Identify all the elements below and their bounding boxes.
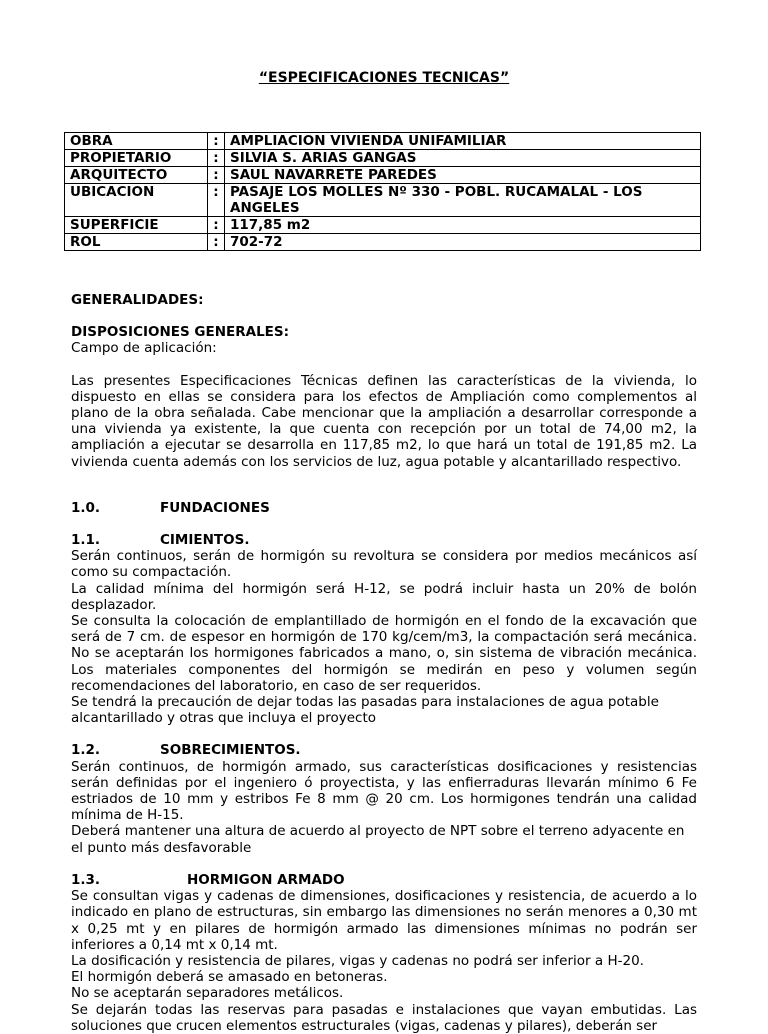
info-label: UBICACION [65, 184, 208, 217]
paragraph: Serán continuos, serán de hormigón su revoltura se considera por medios mecánicos así como su compactación. [71, 548, 697, 581]
table-row [65, 167, 701, 184]
section-1-3-heading [71, 872, 697, 888]
info-separator: : [208, 167, 225, 184]
table-row [65, 217, 701, 234]
info-separator: : [208, 150, 225, 167]
heading-disposiciones: DISPOSICIONES GENERALES: [71, 324, 290, 341]
section-number: 1.2. [71, 742, 101, 759]
info-value: SAUL NAVARRETE PAREDES [225, 167, 701, 184]
project-info-table [64, 132, 701, 251]
info-value: AMPLIACION VIVIENDA UNIFAMILIAR [225, 133, 701, 150]
section-number: 1.3. [71, 871, 101, 888]
table-row [65, 184, 701, 217]
section-title: CIMIENTOS. [160, 532, 250, 549]
info-value: PASAJE LOS MOLLES Nº 330 - POBL. RUCAMALAL - LOS ANGELES [225, 184, 701, 217]
table-row [65, 234, 701, 251]
paragraph: Deberá mantener una altura de acuerdo al proyecto de NPT sobre el terreno adyacente en el punto más desfavorable [71, 823, 685, 856]
paragraph: Se dejarán todas las reservas para pasadas e instalaciones que vayan embutidas. Las soluciones que crucen elementos estructurales (vigas, cadenas y pilares), deberán ser [71, 1001, 697, 1034]
paragraph: No se aceptarán separadores metálicos. [71, 985, 344, 1002]
info-label: SUPERFICIE [65, 217, 208, 234]
table-row [65, 133, 701, 150]
info-value: 702-72 [225, 234, 701, 251]
paragraph: Serán continuos, de hormigón armado, sus características dosificaciones y resistencias serán definidas por el ingeniero ó proyectista, y las enfierraduras llevarán mínimo 6 Fe estriados de 10 mm y estribos Fe 8 mm @ 20 cm. Los hormigones tendrán una calidad mínima de H-15. [71, 758, 697, 824]
info-label: OBRA [65, 133, 208, 150]
paragraph: Se consultan vigas y cadenas de dimensiones, dosificaciones y resistencia, de acuerdo a lo indicado en plano de estructuras, sin embargo las dimensiones no serán menores a 0,30 mt x 0,25 mt y en pilares de hormigón armado las dimensiones mínimas no podrán ser inferiores a 0,14 mt x 0,14 mt. [71, 888, 697, 953]
info-label: ROL [65, 234, 208, 251]
paragraph: Se consulta la colocación de emplantillado de hormigón en el fondo de la excavación que será de 7 cm. de espesor en hormigón de 170 kg/cem/m3, la compactación será mecánica. No se aceptarán los hormigones fabricados a mano, o, sin sistema de vibración mecánica. Los materiales componentes del hormigón se medirán en peso y volumen según recomendaciones del laboratorio, en caso de ser requeridos. [71, 613, 697, 694]
info-value: SILVIA S. ARIAS GANGAS [225, 150, 701, 167]
paragraph: El hormigón deberá se amasado en betoneras. [71, 969, 388, 986]
section-1-1-heading [71, 532, 697, 548]
section-1-0-heading [71, 500, 697, 516]
section-number: 1.0. [71, 499, 101, 516]
info-separator: : [208, 184, 225, 217]
info-value: 117,85 m2 [225, 217, 701, 234]
document-body [71, 292, 697, 1034]
info-separator: : [208, 234, 225, 251]
info-separator: : [208, 217, 225, 234]
intro-paragraph: Las presentes Especificaciones Técnicas definen las características de la vivienda, lo dispuesto en ellas se considera para los efectos de Ampliación como complementos al plano de la obra señalada. Cabe mencionar que la ampliación a desarrollar corresponde a una vivienda ya existente, la que cuenta con recepción por un total de 74,00 m2, la ampliación a ejecutar se desarrolla en 117,85 m2, lo que hará un total de 191,85 m2. La vivienda cuenta además con los servicios de luz, agua potable y alcantarillado respectivo. [71, 372, 697, 470]
paragraph: Se tendrá la precaución de dejar todas las pasadas para instalaciones de agua potable alcantarillado y otras que incluya el proyecto [71, 694, 659, 727]
info-label: PROPIETARIO [65, 150, 208, 167]
section-title: FUNDACIONES [160, 499, 270, 516]
table-row [65, 150, 701, 167]
campo-label: Campo de aplicación: [71, 340, 217, 357]
section-title: HORMIGON ARMADO [187, 871, 345, 888]
paragraph: La calidad mínima del hormigón será H-12, se podrá incluir hasta un 20% de bolón desplazador. [71, 580, 697, 613]
document-title: “ESPECIFICACIONES TECNICAS” [258, 70, 510, 86]
section-1-2-heading [71, 742, 697, 758]
info-separator: : [208, 133, 225, 150]
paragraph: La dosificación y resistencia de pilares, vigas y cadenas no podrá ser inferior a H-20. [71, 952, 644, 969]
info-label: ARQUITECTO [65, 167, 208, 184]
section-title: SOBRECIMIENTOS. [160, 742, 301, 759]
heading-generalidades: GENERALIDADES: [71, 292, 204, 308]
section-number: 1.1. [71, 532, 101, 549]
